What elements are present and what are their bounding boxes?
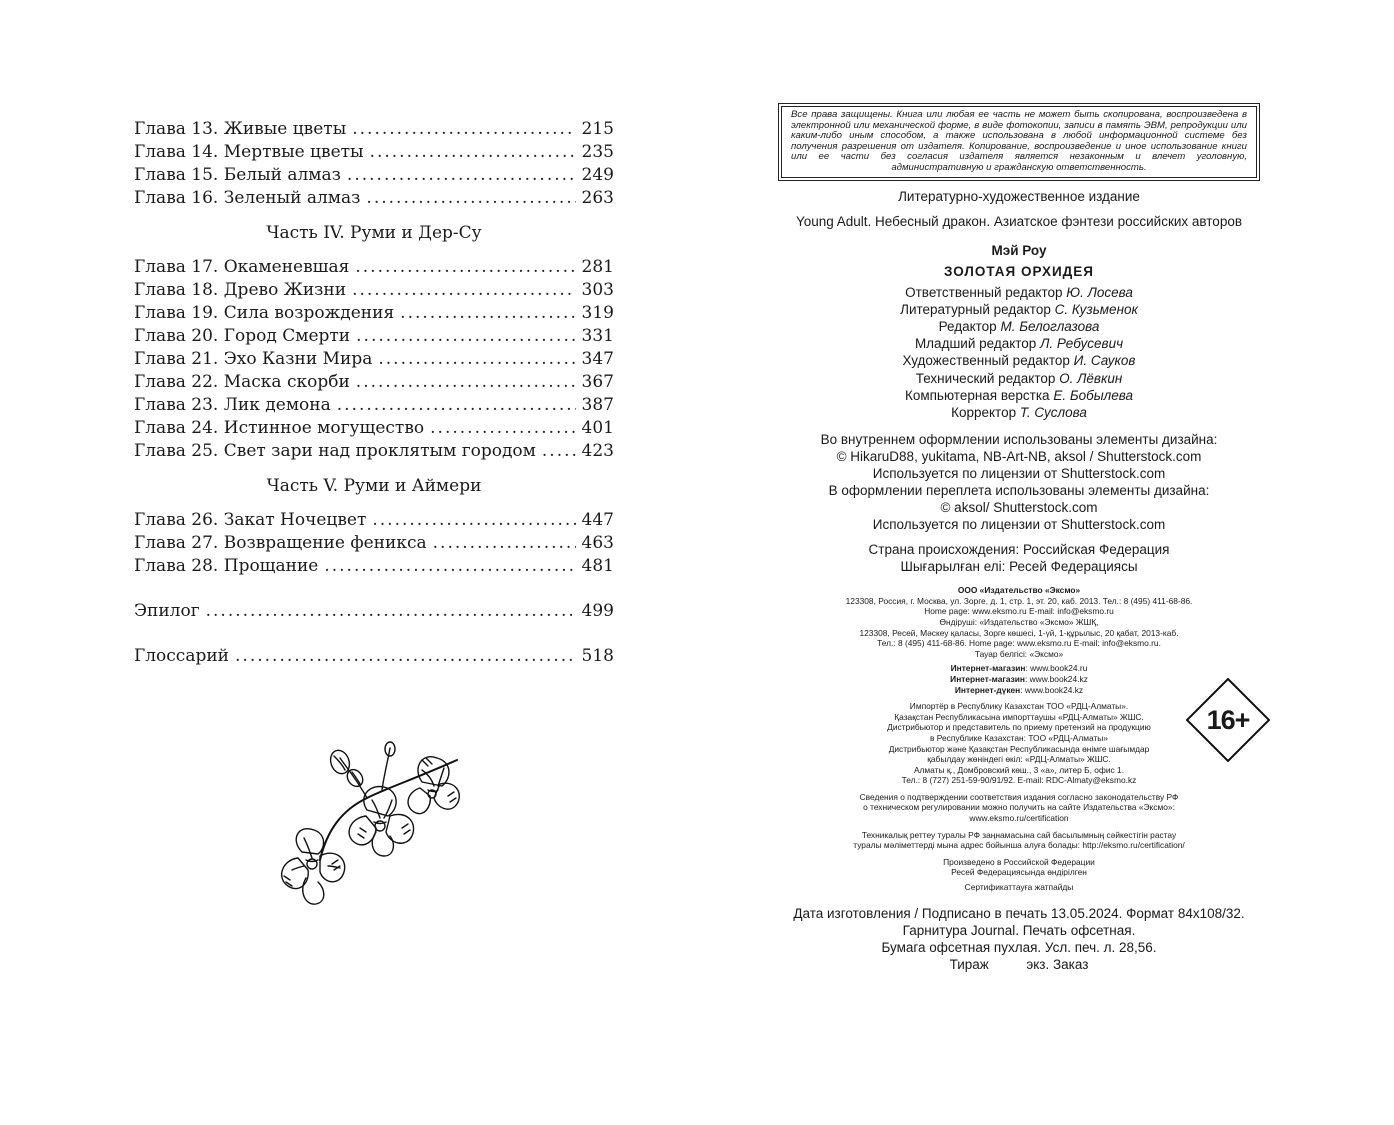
- certification-line: Техникалық реттеу туралы РФ заңнамасына сай басылымның сәйкестігін растау: [861, 829, 1177, 840]
- toc-entry-page: 303: [581, 280, 614, 300]
- toc-leader-dots: [430, 417, 575, 440]
- no-certification-note: Сертификаттауға жатпайды: [964, 882, 1074, 893]
- toc-entry-title: Глава 22. Маска скорби: [134, 372, 350, 392]
- staff-name: Т. Суслова: [1019, 404, 1087, 420]
- imprint-page: [778, 104, 1260, 973]
- toc-group-part3: [134, 118, 614, 210]
- series-name: Young Adult. Небесный дракон. Азиатское фэнтези российских авторов: [795, 213, 1243, 229]
- toc-leader-dots: [542, 440, 576, 463]
- author-name: Мэй Роу: [991, 242, 1047, 258]
- toc-entry-page: 331: [581, 326, 614, 346]
- toc-leader-dots: [235, 645, 576, 668]
- staff-name: И. Сауков: [1073, 353, 1136, 369]
- toc-entry-page: 263: [581, 188, 614, 208]
- toc-entry-page: 319: [581, 303, 614, 323]
- toc-leader-dots: [337, 394, 576, 417]
- toc-leader-dots: [206, 600, 576, 623]
- distribution-line: Дистрибьютор и представитель по приему претензий на продукцию: [887, 722, 1151, 733]
- staff-role: Литературный редактор: [900, 301, 1051, 317]
- toc-entry: [134, 532, 614, 555]
- design-line: © aksol/ Shutterstock.com: [940, 500, 1098, 516]
- toc-entry: [134, 256, 614, 279]
- design-line: Используется по лицензии от Shutterstock.com: [872, 517, 1166, 533]
- shop-label: Интернет-магазин: [950, 673, 1025, 684]
- shop-label: Интернет-магазин: [950, 663, 1026, 674]
- toc-entry-page: 499: [581, 601, 614, 621]
- toc-entry: [134, 164, 614, 187]
- staff-line: [778, 318, 1260, 335]
- toc-leader-dots: [366, 187, 575, 210]
- toc-entry-title: Глава 14. Мертвые цветы: [134, 142, 364, 162]
- staff-role: Корректор: [951, 404, 1017, 420]
- toc-glossary: [134, 645, 614, 668]
- certification-line: о техническом регулировании можно получить на сайте Издательства «Эксмо»:: [863, 802, 1175, 813]
- toc-entry-title: Глава 25. Свет зари над проклятым городом: [134, 441, 536, 461]
- toc-part-heading: Часть V. Руми и Аймери: [266, 476, 482, 496]
- toc-entry-title: Глава 20. Город Смерти: [134, 326, 351, 346]
- staff-line: [778, 404, 1260, 421]
- design-line: В оформлении переплета использованы элементы дизайна:: [828, 483, 1210, 499]
- toc-leader-dots: [370, 141, 576, 164]
- publisher-line: Тел.: 8 (495) 411-68-86. Home page: www.eksmo.ru E-mail: info@eksmo.ru.: [877, 638, 1161, 649]
- toc-entry-title: Глава 21. Эхо Казни Мира: [134, 349, 373, 369]
- age-rating-text: 16+: [1206, 705, 1250, 735]
- staff-line: [778, 301, 1260, 318]
- toc-entry-page: 347: [581, 349, 614, 369]
- toc-group-part5: [134, 509, 614, 578]
- design-line: Используется по лицензии от Shutterstock.com: [872, 466, 1166, 482]
- toc-entry: [134, 555, 614, 578]
- toc-leader-dots: [347, 164, 576, 187]
- staff-line: [778, 387, 1260, 404]
- toc-entry-title: Глава 23. Лик демона: [134, 395, 331, 415]
- toc-group-part4: [134, 256, 614, 463]
- orchid-illustration: [272, 740, 472, 915]
- shop-url: : www.book24.kz: [1020, 684, 1084, 695]
- print-line: Гарнитура Journal. Печать офсетная.: [902, 922, 1136, 938]
- print-details: [778, 905, 1260, 973]
- toc-entry-page: 463: [581, 533, 614, 553]
- toc-entry-title: Глава 17. Окаменевшая: [134, 257, 350, 277]
- toc-entry-page: 235: [581, 142, 614, 162]
- staff-name: Е. Бобылева: [1053, 387, 1134, 403]
- staff-role: Компьютерная верстка: [904, 387, 1050, 403]
- toc-entry: [134, 279, 614, 302]
- toc-entry: [134, 141, 614, 164]
- publisher-info: [778, 585, 1260, 659]
- produced-line: Произведено в Российской Федерации: [943, 856, 1095, 867]
- publisher-line: [778, 585, 1260, 596]
- copyright-notice: Все права защищены. Книга или любая ее часть не может быть скопирована, воспроизведена в электронной или механической форме, в виде фотокопии, записи в память ЭВМ, репродукции или каким-либо иным способом, а также использована в любой информационной системе без получения разрешения от издателя. Копирование, воспроизведение и иное использование книги или ее части без согласия издателя является незаконным и влечет уголовную, административную и гражданскую ответственность.: [781, 106, 1257, 178]
- toc-entry-title: Глава 18. Древо Жизни: [134, 280, 347, 300]
- toc-entry-title: Глава 26. Закат Ночецвет: [134, 510, 367, 530]
- toc-entry-title: Глава 16. Зеленый алмаз: [134, 188, 361, 208]
- shop-url: : www.book24.ru: [1025, 663, 1088, 674]
- toc-entry-page: 447: [581, 510, 614, 530]
- toc-entry: [134, 371, 614, 394]
- toc-entry-page: 387: [581, 395, 614, 415]
- distribution-line: Қазақстан Республикасына импорттаушы «РДЦ-Алматы» ЖШС.: [894, 711, 1144, 722]
- toc-entry: [134, 348, 614, 371]
- origin-line: Шығарылған елі: Ресей Федерациясы: [900, 559, 1138, 575]
- produced-line: Ресей Федерациясында өндірілген: [951, 867, 1087, 878]
- toc-entry-page: 367: [581, 372, 614, 392]
- staff-name: С. Кузьменок: [1054, 301, 1138, 317]
- produced-in: [778, 857, 1260, 878]
- staff-line: [778, 335, 1260, 352]
- origin-line: Страна происхождения: Российская Федерация: [868, 542, 1170, 558]
- toc-leader-dots: [378, 348, 575, 371]
- toc-entry-title: Глава 15. Белый алмаз: [134, 165, 341, 185]
- editorial-staff: [778, 284, 1260, 422]
- toc-entry-page: 281: [581, 257, 614, 277]
- toc-leader-dots: [356, 325, 575, 348]
- publisher-line: Өндіруші: «Издательство «Эксмо» ЖШҚ,: [939, 616, 1099, 627]
- certification-line: www.eksmo.ru/certification: [969, 813, 1069, 824]
- shop-label: Интернет-дүкен: [954, 684, 1021, 695]
- staff-name: Л. Ребусевич: [1040, 336, 1124, 352]
- toc-entry: [134, 325, 614, 348]
- toc-entry-page: 423: [581, 441, 614, 461]
- toc-entry-page: 518: [581, 646, 614, 666]
- table-of-contents: [134, 118, 614, 668]
- design-credits: [778, 431, 1260, 533]
- distribution-line: в Республике Казахстан: ТОО «РДЦ-Алматы»: [930, 732, 1108, 743]
- staff-line: [778, 370, 1260, 387]
- staff-role: Ответственный редактор: [905, 284, 1063, 300]
- publisher-line: Home page: www.eksmo.ru E-mail: info@eksmo.ru: [924, 606, 1114, 617]
- toc-entry: [134, 509, 614, 532]
- publisher-name: ООО «Издательство «Эксмо»: [957, 585, 1081, 596]
- toc-leader-dots: [352, 118, 575, 141]
- shop-url: : www.book24.kz: [1024, 673, 1088, 684]
- staff-role: Художественный редактор: [902, 353, 1070, 369]
- toc-leader-dots: [400, 302, 575, 325]
- toc-epilogue: [134, 600, 614, 623]
- book-title: ЗОЛОТАЯ ОРХИДЕЯ: [943, 263, 1095, 279]
- toc-entry-page: 249: [581, 165, 614, 185]
- toc-leader-dots: [352, 279, 575, 302]
- toc-entry: [134, 118, 614, 141]
- distribution-line: қабылдау жөніндегі өкіл: «РДЦ-Алматы» ЖШС.: [927, 754, 1111, 765]
- distribution-line: Алматы қ., Домбровский көш., 3 «а», литер Б, офис 1.: [913, 764, 1125, 775]
- publisher-line: 123308, Россия, г. Москва, ул. Зорге, д. 1, стр. 1, эт. 20, каб. 2013. Тел.: 8 (495) 411-68-86.: [845, 595, 1193, 606]
- certification-line: Сведения о подтверждении соответствия издания согласно законодательству РФ: [859, 791, 1179, 802]
- toc-entry: [134, 394, 614, 417]
- staff-role: Редактор: [938, 318, 997, 334]
- staff-role: Младший редактор: [914, 336, 1037, 352]
- toc-entry-page: 481: [581, 556, 614, 576]
- certification-info-kz: [778, 830, 1260, 851]
- distribution-line: Тел.: 8 (727) 251-59-90/91/92. E-mail: RDC-Almaty@eksmo.kz: [901, 775, 1137, 786]
- publisher-line: 123308, Ресей, Мәскеу қаласы, Зорге көшесі, 1-үй, 1-құрылыс, 20 қабат, 2013-каб.: [859, 627, 1179, 638]
- staff-line: [778, 284, 1260, 301]
- toc-entry-title: Глава 27. Возвращение феникса: [134, 533, 427, 553]
- staff-name: М. Белоглазова: [1000, 318, 1100, 334]
- toc-entry-title: Эпилог: [134, 601, 200, 621]
- print-line: Тираж экз. Заказ: [949, 956, 1089, 972]
- toc-leader-dots: [356, 371, 576, 394]
- staff-line: [778, 352, 1260, 369]
- toc-entry: [134, 187, 614, 210]
- toc-entry-title: Глава 28. Прощание: [134, 556, 319, 576]
- toc-leader-dots: [355, 256, 575, 279]
- toc-entry-title: Глоссарий: [134, 646, 230, 666]
- toc-part-heading: Часть IV. Руми и Дер-Су: [266, 223, 482, 243]
- toc-entry-title: Глава 13. Живые цветы: [134, 119, 347, 139]
- staff-role: Технический редактор: [915, 370, 1056, 386]
- toc-entry-page: 401: [581, 418, 614, 438]
- certification-info: [778, 792, 1260, 824]
- country-of-origin: [778, 541, 1260, 575]
- print-line: Бумага офсетная пухлая. Усл. печ. л. 28,56.: [881, 939, 1157, 955]
- design-line: © HikaruD88, yukitama, NB-Art-NB, aksol / Shutterstock.com: [836, 449, 1202, 465]
- toc-leader-dots: [433, 532, 576, 555]
- toc-entry: [134, 417, 614, 440]
- publisher-line: Тауар белгісі: «Эксмо»: [974, 648, 1064, 659]
- staff-name: О. Лёвкин: [1059, 370, 1123, 386]
- toc-leader-dots: [324, 555, 575, 578]
- certification-line: туралы мәліметтерді мына адрес бойынша алуға болады: http://eksmo.ru/certification/: [853, 840, 1185, 851]
- toc-entry-title: Глава 19. Сила возрождения: [134, 303, 395, 323]
- toc-entry: [134, 440, 614, 463]
- edition-type: Литературно-художественное издание: [898, 188, 1140, 204]
- distribution-line: Импортёр в Республику Казахстан ТОО «РДЦ-Алматы».: [909, 701, 1129, 712]
- toc-entry-page: 215: [581, 119, 614, 139]
- toc-entry-title: Глава 24. Истинное могущество: [134, 418, 425, 438]
- design-line: Во внутреннем оформлении использованы элементы дизайна:: [820, 432, 1218, 448]
- print-line: Дата изготовления / Подписано в печать 13.05.2024. Формат 84x108/32.: [793, 905, 1245, 921]
- toc-entry: [134, 302, 614, 325]
- shop-line: [778, 663, 1260, 674]
- age-rating-badge: [1186, 678, 1270, 762]
- staff-name: Ю. Лосева: [1066, 284, 1133, 300]
- toc-leader-dots: [372, 509, 575, 532]
- distribution-line: Дистрибьютор және Қазақстан Республикасында өнімге шағымдар: [888, 743, 1150, 754]
